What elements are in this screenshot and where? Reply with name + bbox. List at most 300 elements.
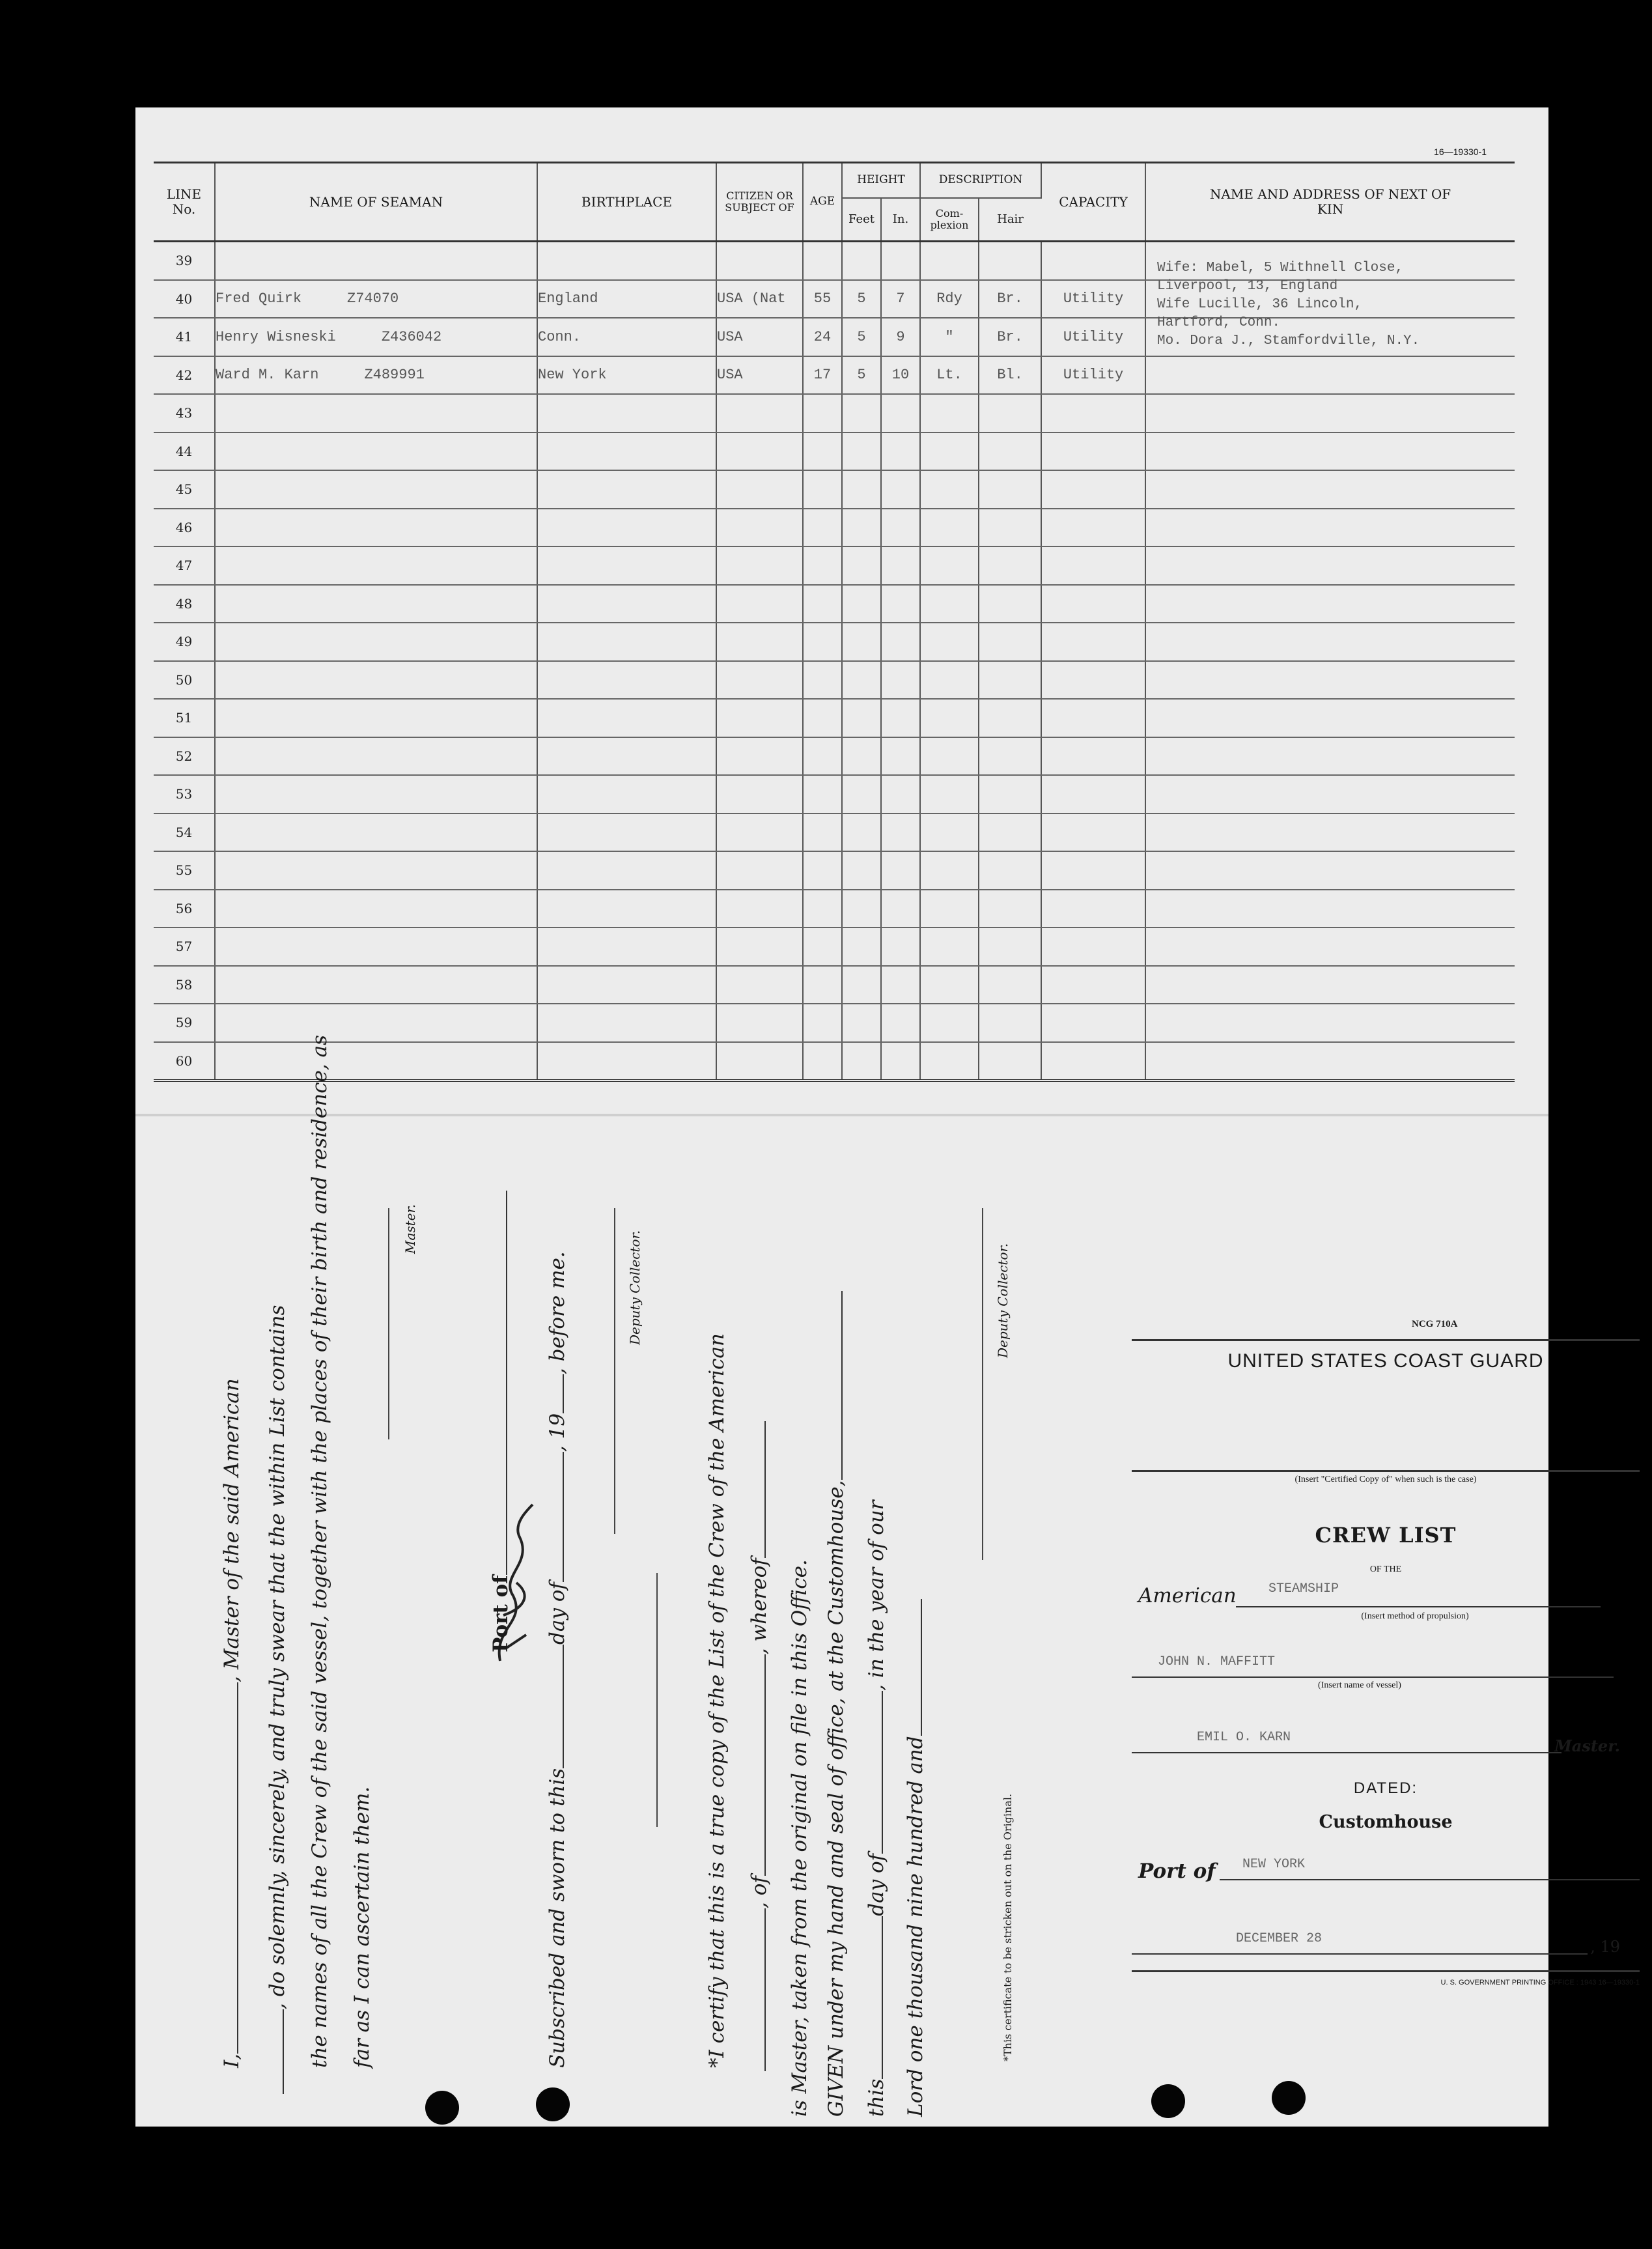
next-of-kin-line: Wife: Mabel, 5 Withnell Close, xyxy=(1157,261,1404,276)
header-height: HEIGHT xyxy=(842,163,920,199)
cell-line: 56 xyxy=(154,890,215,928)
cell-line: 54 xyxy=(154,813,215,852)
cell-citizen xyxy=(716,813,803,852)
cell-name xyxy=(215,623,537,661)
cell-birthplace xyxy=(537,890,716,928)
header-description: DESCRIPTION xyxy=(920,163,1041,199)
crew-list-sheet xyxy=(135,107,1640,2127)
cell-capacity xyxy=(1041,623,1145,661)
insert-vessel-note: (Insert name of vessel) xyxy=(1318,1680,1401,1690)
cell-birthplace xyxy=(537,737,716,776)
deputy-collector-label-2: Deputy Collector. xyxy=(995,1243,1011,1358)
cell-citizen xyxy=(716,394,803,432)
cell-citizen xyxy=(716,470,803,509)
cell-capacity xyxy=(1041,737,1145,776)
table-row xyxy=(154,661,1515,700)
cell-name xyxy=(215,851,537,890)
cell-complexion: " xyxy=(920,318,979,356)
cell-capacity xyxy=(1041,394,1145,432)
cell-line: 51 xyxy=(154,699,215,737)
cell-feet xyxy=(842,509,881,547)
cell-age xyxy=(803,585,842,623)
cell-complexion xyxy=(920,851,979,890)
cell-hair xyxy=(979,775,1041,813)
cell-capacity xyxy=(1041,1004,1145,1042)
cell-complexion: Rdy xyxy=(920,280,979,318)
cell-capacity xyxy=(1041,509,1145,547)
cell-birthplace xyxy=(537,775,716,813)
cell-citizen xyxy=(716,890,803,928)
cell-citizen xyxy=(716,546,803,585)
cell-kin xyxy=(1145,394,1515,432)
punch-hole xyxy=(425,2091,459,2125)
header-feet: Feet xyxy=(842,198,881,242)
cell-feet xyxy=(842,470,881,509)
cell-citizen xyxy=(716,927,803,966)
cell-age xyxy=(803,890,842,928)
table-row xyxy=(154,546,1515,585)
cell-capacity xyxy=(1041,1042,1145,1081)
table-row xyxy=(154,699,1515,737)
cell-birthplace xyxy=(537,470,716,509)
cell-line: 50 xyxy=(154,661,215,700)
cell-complexion xyxy=(920,242,979,280)
cell-feet xyxy=(842,661,881,700)
cell-in: 7 xyxy=(881,280,920,318)
cell-kin xyxy=(1145,775,1515,813)
cell-kin xyxy=(1145,470,1515,509)
cell-birthplace xyxy=(537,966,716,1004)
cell-name xyxy=(215,242,537,280)
cell-name xyxy=(215,432,537,471)
cell-citizen xyxy=(716,737,803,776)
cell-age xyxy=(803,1004,842,1042)
cell-line: 59 xyxy=(154,1004,215,1042)
table-row xyxy=(154,1004,1515,1042)
table-row xyxy=(154,509,1515,547)
header-birthplace: BIRTHPLACE xyxy=(537,163,716,242)
cell-complexion xyxy=(920,470,979,509)
cell-capacity xyxy=(1041,432,1145,471)
cell-in xyxy=(881,546,920,585)
cell-hair xyxy=(979,699,1041,737)
cell-hair xyxy=(979,851,1041,890)
cell-line: 57 xyxy=(154,927,215,966)
cell-age xyxy=(803,737,842,776)
cell-in xyxy=(881,890,920,928)
cell-feet xyxy=(842,851,881,890)
cell-age xyxy=(803,394,842,432)
cell-birthplace xyxy=(537,851,716,890)
cell-complexion xyxy=(920,394,979,432)
cell-capacity xyxy=(1041,927,1145,966)
cell-line: 46 xyxy=(154,509,215,547)
dated-label: DATED: xyxy=(1353,1779,1418,1797)
cell-hair: Bl. xyxy=(979,356,1041,395)
cell-in xyxy=(881,699,920,737)
table-row xyxy=(154,813,1515,852)
cell-name: Ward M. Karn Z489991 xyxy=(215,356,537,395)
cell-in xyxy=(881,623,920,661)
cell-feet xyxy=(842,890,881,928)
cell-hair xyxy=(979,890,1041,928)
cell-in: 9 xyxy=(881,318,920,356)
cell-in xyxy=(881,927,920,966)
cell-complexion xyxy=(920,927,979,966)
cell-birthplace xyxy=(537,813,716,852)
cell-feet xyxy=(842,1004,881,1042)
port-value: NEW YORK xyxy=(1242,1857,1306,1872)
cell-in xyxy=(881,394,920,432)
cell-kin xyxy=(1145,1042,1515,1081)
cell-age xyxy=(803,1042,842,1081)
header-inches: In. xyxy=(881,198,920,242)
cell-capacity xyxy=(1041,813,1145,852)
cell-citizen xyxy=(716,851,803,890)
cell-feet xyxy=(842,775,881,813)
cell-birthplace xyxy=(537,661,716,700)
cell-kin xyxy=(1145,966,1515,1004)
american-label: American xyxy=(1138,1584,1237,1607)
cell-kin xyxy=(1145,927,1515,966)
cell-kin xyxy=(1145,699,1515,737)
cell-complexion xyxy=(920,623,979,661)
header-next-of-kin: NAME AND ADDRESS OF NEXT OF KIN xyxy=(1145,163,1515,242)
cell-in: 10 xyxy=(881,356,920,395)
cell-hair xyxy=(979,432,1041,471)
cell-feet xyxy=(842,1042,881,1081)
cell-birthplace xyxy=(537,509,716,547)
table-row xyxy=(154,890,1515,928)
cell-feet: 5 xyxy=(842,318,881,356)
cell-citizen xyxy=(716,585,803,623)
cell-name xyxy=(215,546,537,585)
cell-name xyxy=(215,509,537,547)
cell-citizen: USA xyxy=(716,356,803,395)
header-name: NAME OF SEAMAN xyxy=(215,163,537,242)
oath-line-2: , do solemnly, sincerely, and truly swear that the within List contains xyxy=(266,1305,289,2094)
cell-hair xyxy=(979,813,1041,852)
table-row xyxy=(154,585,1515,623)
cell-age xyxy=(803,775,842,813)
cell-name xyxy=(215,661,537,700)
cell-hair xyxy=(979,1042,1041,1081)
cell-in xyxy=(881,509,920,547)
cell-name xyxy=(215,775,537,813)
cell-complexion xyxy=(920,1042,979,1081)
cell-birthplace: England xyxy=(537,280,716,318)
punch-hole xyxy=(1272,2081,1306,2115)
cell-kin xyxy=(1145,432,1515,471)
table-row xyxy=(154,623,1515,661)
vessel-value: JOHN N. MAFFITT xyxy=(1158,1654,1276,1669)
cell-capacity xyxy=(1041,242,1145,280)
cell-capacity xyxy=(1041,775,1145,813)
cell-hair xyxy=(979,661,1041,700)
cell-kin xyxy=(1145,509,1515,547)
cell-age xyxy=(803,699,842,737)
cell-feet xyxy=(842,242,881,280)
cell-kin xyxy=(1145,585,1515,623)
cell-line: 52 xyxy=(154,737,215,776)
cell-line: 55 xyxy=(154,851,215,890)
cell-age xyxy=(803,470,842,509)
page-fold xyxy=(135,1114,1548,1116)
cell-hair xyxy=(979,509,1041,547)
punch-hole xyxy=(1151,2084,1185,2118)
header-hair: Hair xyxy=(979,198,1041,242)
propulsion-value: STEAMSHIP xyxy=(1268,1581,1339,1596)
cell-complexion xyxy=(920,775,979,813)
cell-name xyxy=(215,1042,537,1081)
next-of-kin-line: Mo. Dora J., Stamfordville, N.Y. xyxy=(1157,333,1420,348)
cell-feet xyxy=(842,585,881,623)
cell-age xyxy=(803,851,842,890)
cell-kin xyxy=(1145,623,1515,661)
cell-complexion xyxy=(920,509,979,547)
header-complexion: Com-plexion xyxy=(920,198,979,242)
cell-citizen: USA xyxy=(716,318,803,356)
cell-hair xyxy=(979,242,1041,280)
cell-age xyxy=(803,242,842,280)
oath-line-1: I,, Master of the said American xyxy=(220,1378,244,2068)
cell-capacity xyxy=(1041,585,1145,623)
cell-name xyxy=(215,699,537,737)
cell-kin xyxy=(1145,1004,1515,1042)
cell-name: Fred Quirk Z74070 xyxy=(215,280,537,318)
cell-hair xyxy=(979,546,1041,585)
insert-propulsion-note: (Insert method of propulsion) xyxy=(1361,1611,1469,1621)
cell-complexion xyxy=(920,546,979,585)
table-row xyxy=(154,394,1515,432)
cell-hair xyxy=(979,737,1041,776)
cell-age xyxy=(803,661,842,700)
customhouse-label: Customhouse xyxy=(1319,1812,1453,1832)
year-prefix: , 19 xyxy=(1590,1938,1620,1956)
port-of-label: Port of xyxy=(489,1191,512,1652)
cell-feet: 5 xyxy=(842,280,881,318)
cell-age xyxy=(803,509,842,547)
cell-feet xyxy=(842,927,881,966)
cell-citizen xyxy=(716,966,803,1004)
of-the-label: OF THE xyxy=(1369,1564,1402,1574)
cell-hair: Br. xyxy=(979,318,1041,356)
cell-complexion xyxy=(920,661,979,700)
cell-kin xyxy=(1145,737,1515,776)
cell-line: 48 xyxy=(154,585,215,623)
cell-birthplace xyxy=(537,394,716,432)
cell-capacity xyxy=(1041,699,1145,737)
cell-capacity xyxy=(1041,470,1145,509)
cell-feet xyxy=(842,623,881,661)
cell-citizen xyxy=(716,661,803,700)
master-label: Master. xyxy=(1554,1736,1620,1755)
insert-certified-note: (Insert "Certified Copy of" when such is the case) xyxy=(1295,1475,1477,1484)
cell-line: 44 xyxy=(154,432,215,471)
cell-in xyxy=(881,966,920,1004)
next-of-kin-line: Wife Lucille, 36 Lincoln, xyxy=(1157,297,1363,312)
cell-hair xyxy=(979,966,1041,1004)
cell-in xyxy=(881,851,920,890)
cell-complexion xyxy=(920,966,979,1004)
cell-name: Henry Wisneski Z436042 xyxy=(215,318,537,356)
cell-hair xyxy=(979,623,1041,661)
cell-feet xyxy=(842,813,881,852)
cell-citizen xyxy=(716,242,803,280)
cell-birthplace xyxy=(537,1042,716,1081)
cell-age xyxy=(803,623,842,661)
cell-line: 41 xyxy=(154,318,215,356)
cell-age xyxy=(803,432,842,471)
cell-complexion xyxy=(920,699,979,737)
cell-citizen xyxy=(716,699,803,737)
cell-line: 60 xyxy=(154,1042,215,1081)
cell-line: 58 xyxy=(154,966,215,1004)
cell-feet xyxy=(842,737,881,776)
certify-line-5: thisday of, in the year of our xyxy=(865,1500,888,2117)
certify-footnote: *This certificate to be stricken out on the Original. xyxy=(1001,1793,1014,2061)
table-row xyxy=(154,1042,1515,1081)
form-number: NCG 710A xyxy=(1412,1319,1458,1329)
cell-name xyxy=(215,813,537,852)
cell-in xyxy=(881,661,920,700)
cell-capacity xyxy=(1041,966,1145,1004)
header-line-no: LINE No. xyxy=(154,163,215,242)
next-of-kin-line: Liverpool, 13, England xyxy=(1157,279,1338,294)
cell-capacity xyxy=(1041,661,1145,700)
cell-name xyxy=(215,1004,537,1042)
cell-name xyxy=(215,927,537,966)
cell-hair xyxy=(979,1004,1041,1042)
oath-line-3: the names of all the Crew of the said vessel, together with the places of their birth and residence, as xyxy=(308,1035,331,2068)
cell-name xyxy=(215,737,537,776)
cell-in xyxy=(881,242,920,280)
cell-in xyxy=(881,470,920,509)
table-row xyxy=(154,737,1515,776)
cell-kin xyxy=(1145,661,1515,700)
cell-line: 42 xyxy=(154,356,215,395)
cell-age: 24 xyxy=(803,318,842,356)
cell-birthplace xyxy=(537,585,716,623)
table-row xyxy=(154,432,1515,471)
punch-hole xyxy=(536,2087,570,2121)
cell-complexion xyxy=(920,813,979,852)
cell-line: 40 xyxy=(154,280,215,318)
cell-birthplace: Conn. xyxy=(537,318,716,356)
cell-age xyxy=(803,546,842,585)
cell-citizen xyxy=(716,1042,803,1081)
cell-complexion xyxy=(920,737,979,776)
cell-capacity xyxy=(1041,890,1145,928)
header-age: AGE xyxy=(803,163,842,242)
cell-capacity: Utility xyxy=(1041,280,1145,318)
cell-citizen xyxy=(716,509,803,547)
table-row xyxy=(154,966,1515,1004)
cell-complexion xyxy=(920,432,979,471)
cell-line: 53 xyxy=(154,775,215,813)
cell-birthplace xyxy=(537,927,716,966)
cell-name xyxy=(215,585,537,623)
certify-line-3: is Master, taken from the original on file in this Office. xyxy=(788,1559,811,2117)
cell-birthplace xyxy=(537,1004,716,1042)
cell-name xyxy=(215,966,537,1004)
cell-kin xyxy=(1145,890,1515,928)
date-value: DECEMBER 28 xyxy=(1236,1931,1323,1946)
cover-panel xyxy=(1132,1176,1640,1987)
cell-age xyxy=(803,927,842,966)
cell-in xyxy=(881,775,920,813)
cell-feet xyxy=(842,699,881,737)
agency-title: UNITED STATES COAST GUARD xyxy=(1227,1350,1544,1372)
form-code-top: 16—19330-1 xyxy=(1434,147,1487,157)
cell-name xyxy=(215,394,537,432)
cell-citizen xyxy=(716,1004,803,1042)
header-capacity: CAPACITY xyxy=(1041,163,1145,242)
table-row xyxy=(154,927,1515,966)
cell-in xyxy=(881,813,920,852)
oath-line-4: far as I can ascertain them. xyxy=(350,1786,374,2068)
cell-kin xyxy=(1145,546,1515,585)
cell-feet: 5 xyxy=(842,356,881,395)
cell-hair xyxy=(979,585,1041,623)
port-of-cover-label: Port of xyxy=(1138,1860,1216,1883)
cell-hair xyxy=(979,394,1041,432)
cell-line: 49 xyxy=(154,623,215,661)
cell-citizen xyxy=(716,623,803,661)
cell-birthplace: New York xyxy=(537,356,716,395)
cell-birthplace xyxy=(537,432,716,471)
subscribed-line: Subscribed and sworn to thisday of, 19, before me. xyxy=(546,1251,569,2068)
cell-capacity: Utility xyxy=(1041,356,1145,395)
table-row xyxy=(154,775,1515,813)
cell-feet xyxy=(842,394,881,432)
header-citizen: CITIZEN OR SUBJECT OF xyxy=(716,163,803,242)
certify-line-6: Lord one thousand nine hundred and xyxy=(904,1599,927,2117)
next-of-kin-line: Hartford, Conn. xyxy=(1157,315,1281,330)
cell-capacity xyxy=(1041,851,1145,890)
cell-citizen xyxy=(716,432,803,471)
cell-kin xyxy=(1145,813,1515,852)
cell-feet xyxy=(842,966,881,1004)
certify-line-2: , of, whereof xyxy=(748,1421,771,2071)
cell-line: 43 xyxy=(154,394,215,432)
cell-kin xyxy=(1145,851,1515,890)
cell-hair xyxy=(979,927,1041,966)
cell-capacity xyxy=(1041,546,1145,585)
cell-hair: Br. xyxy=(979,280,1041,318)
cell-citizen: USA (Nat xyxy=(716,280,803,318)
cell-kin xyxy=(1145,356,1515,395)
table-row xyxy=(154,470,1515,509)
cell-feet xyxy=(842,546,881,585)
cell-hair xyxy=(979,470,1041,509)
master-value: EMIL O. KARN xyxy=(1197,1730,1291,1745)
cell-birthplace xyxy=(537,546,716,585)
table-row xyxy=(154,356,1515,395)
cell-complexion xyxy=(920,890,979,928)
cell-complexion xyxy=(920,585,979,623)
cell-birthplace xyxy=(537,699,716,737)
cell-in xyxy=(881,585,920,623)
cell-age: 55 xyxy=(803,280,842,318)
printer-imprint: U. S. GOVERNMENT PRINTING OFFICE : 1943 16—19330-1 xyxy=(1440,1979,1640,1987)
cell-line: 39 xyxy=(154,242,215,280)
cell-age: 17 xyxy=(803,356,842,395)
cell-feet xyxy=(842,432,881,471)
cell-name xyxy=(215,890,537,928)
certify-line-4: GIVEN under my hand and seal of office, at the Customhouse, xyxy=(824,1292,848,2117)
cell-birthplace xyxy=(537,623,716,661)
